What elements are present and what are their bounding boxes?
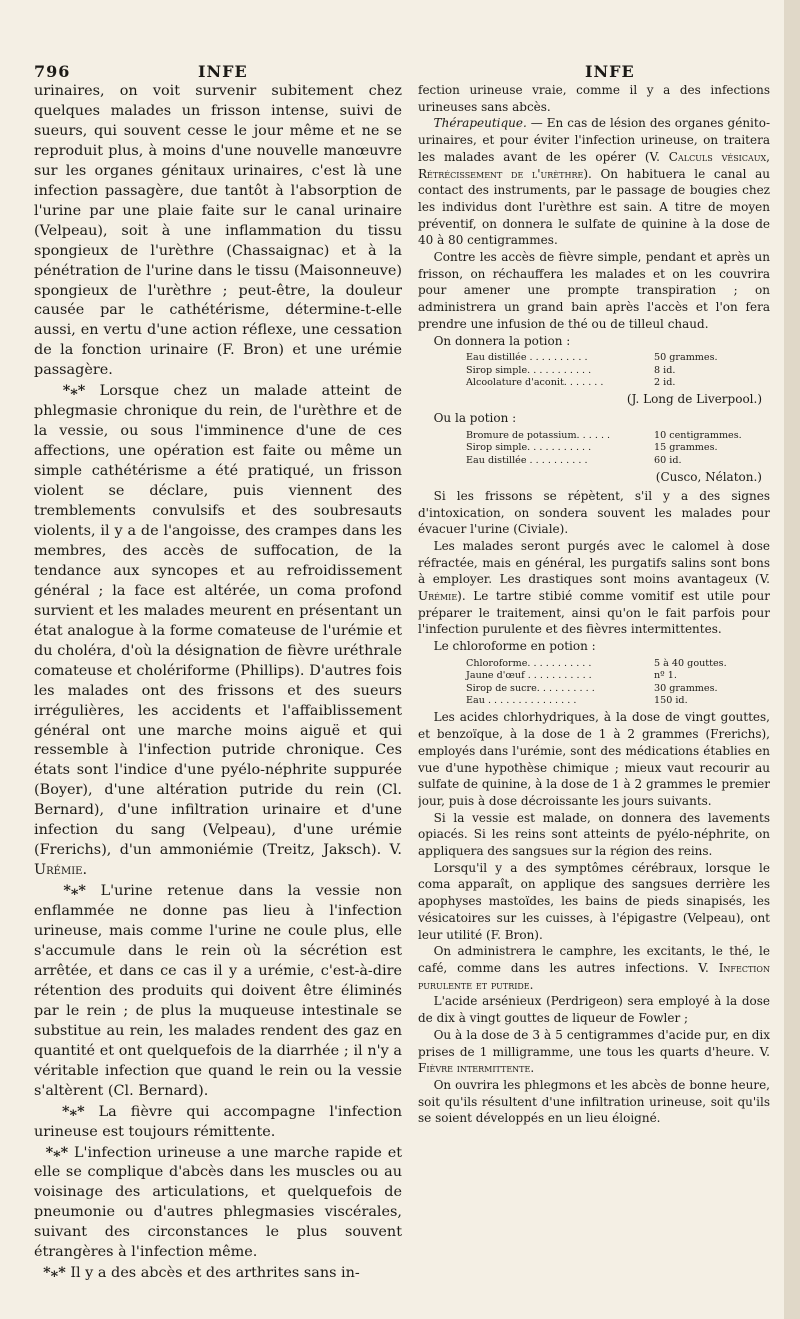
paragraph: *⁎* Lorsque chez un malade atteint de phlegmasie chronique du rein, de l'urèthre et de la vessie, ou sous l'imminence d'une de ces affections, une opération est faite ou même un simple cathétérisme a été pratiqué, un frisson violent se déclare, puis viennent des tremblements convulsifs et des soubresauts violents, il y a de l'angoisse, des crampes dans les membres, des accès de suffocation, de la tendance aux syncopes et au refroidissement général ; la face est altérée, un coma profond survient et les malades meurent en présentant un état analogue à la forme comateuse de l'urémie et du choléra, d'où la désignation de fièvre uréthrale comateuse et cholériforme (Phillips). D'autres fois les malades ont des frissons et des sueurs irrégulières, les accidents et l'affaiblissement général ont une marche moins aiguë et qui ressemble à l'infection putride chronique. Ces états sont l'indice d'une pyélo-néphrite suppurée (Boyer), d'une altération putride du rein (Cl. Bernard), d'une infiltration urinaire et d'une infection du sang (Velpeau), d'une urémie (Frerichs), d'un ammoniémie (Treitz, Jaksch). V. Urémie. bbox=[34, 382, 402, 879]
cross-reference: Infection purulente et putride bbox=[418, 961, 770, 992]
recipe-list bbox=[418, 658, 770, 708]
asterism: *⁎* bbox=[62, 1102, 85, 1120]
recipe-row: Sirop de sucre. . . . . . . . . . 30 grammes. bbox=[466, 682, 718, 694]
paragraph: fection urineuse vraie, comme il y a des infections urineuses sans abcès. bbox=[418, 83, 770, 114]
paragraph: urinaires, on voit survenir subitement chez quelques malades un frisson intense, suivi de sueurs, qui souvent cesse le jour même et ne se reproduit plus, à moins d'une nouvelle manœuvre sur les organes génitaux urinaires, c'est là une infection passagère, due tantôt à l'absorption de l'urine par une plaie faite sur le canal urinaire (Velpeau), soit à une inflammation du tissu spongieux de l'urèthre (Chassaignac) et à la pénétration de l'urine dans le tissu (Maisonneuve) spongieux de l'urèthre ; peut-être, la douleur causée par le cathétérisme, détermine-t-elle aussi, en vertu d'une action réflexe, une cessation de la fonction urinaire (F. Bron) et une urémie passagère. bbox=[34, 83, 402, 379]
left-column bbox=[34, 82, 402, 1312]
recipe-credit: (Cusco, Nélaton.) bbox=[655, 470, 762, 485]
paragraph: *⁎* La fièvre qui accompagne l'infection urineuse est toujours rémittente. bbox=[34, 1102, 402, 1140]
paragraph: Thérapeutique. — En cas de lésion des organes génito-urinaires, et pour éviter l'infection urineuse, on traitera les malades avant de les opérer (V. Calculs vésicaux, Rétrécissement de l'urèthre). On habituera le canal au contact des instruments, par le passage de bougies chez les individus dont l'urèthre est sain. A titre de moyen préventif, on donnera le sulfate de quinine à la dose de 40 à 80 centigrammes. bbox=[418, 116, 770, 248]
paragraph: Si les frissons se répètent, s'il y a des signes d'intoxication, on sondera souvent les malades pour évacuer l'urine (Civiale). bbox=[418, 488, 770, 537]
recipe-row: Jaune d'œuf . . . . . . . . . . . nº 1. bbox=[466, 670, 677, 682]
paragraph: Ou à la dose de 3 à 5 centigrammes d'acide pur, en dix prises de 1 milligramme, une tous les quarts d'heure. V. Fièvre intermittente. bbox=[418, 1027, 770, 1076]
paragraph: Les acides chlorhydriques, à la dose de vingt gouttes, et benzoïque, à la dose de 1 à 2 grammes (Frerichs), employés dans l'urémie, sont des médications établies en vue d'une hypothèse chimique ; mieux vaut recourir au sulfate de quinine, à la dose de 1 à 2 grammes le premier jour, puis à dose décroissante les jours suivants. bbox=[418, 710, 770, 808]
section-heading: Thérapeutique. bbox=[433, 116, 527, 131]
left-running-title: INFE bbox=[198, 62, 248, 81]
recipe-row: Eau . . . . . . . . . . . . . . . 150 id. bbox=[466, 695, 688, 707]
paragraph: On ouvrira les phlegmons et les abcès de bonne heure, soit qu'ils résultent d'une infiltration urineuse, soit qu'ils se soient développés en un lieu éloigné. bbox=[418, 1077, 770, 1126]
cross-reference: Urémie bbox=[418, 589, 458, 604]
paragraph: *⁎* L'urine retenue dans la vessie non enflammée ne donne pas lieu à l'infection urineuse, mais comme l'urine ne coule plus, elle s'accumule dans le rein où la sécrétion est arrêtée, et dans ce cas il y a urémie, c'est-à-dire rétention des produits qui doivent être éliminés par le rein ; de plus la muqueuse intestinale se substitue au rein, les malades rendent des gaz en quantité et ont quelquefois de la diarrhée ; il n'y a véritable infection que quand le rein ou la vessie s'altèrent (Cl. Bernard). bbox=[34, 882, 402, 1099]
recipe-row: Sirop simple. . . . . . . . . . . 15 grammes. bbox=[466, 442, 718, 454]
recipe-row: Eau distillée . . . . . . . . . . 60 id. bbox=[466, 454, 682, 466]
recipe-credit: (J. Long de Liverpool.) bbox=[626, 392, 762, 407]
asterism: *⁎* bbox=[63, 882, 86, 900]
recipe-row: Sirop simple. . . . . . . . . . . 8 id. bbox=[466, 364, 676, 376]
asterism: *⁎* bbox=[43, 1264, 66, 1282]
recipe-row: Eau distillée . . . . . . . . . . 50 grammes. bbox=[466, 352, 718, 364]
cross-reference: Urémie bbox=[34, 862, 83, 879]
paragraph: On administrera le camphre, les excitants, le thé, le café, comme dans les autres infections. V. Infection purulente et putride. bbox=[418, 944, 770, 992]
paragraph: *⁎* L'infection urineuse a une marche rapide et elle se complique d'abcès dans les muscles ou au voisinage des articulations, et quelquefois de pneumonie ou d'autres phlegmasies viscérales, suivant des circonstances le plus souvent étrangères à l'infection même. bbox=[34, 1143, 402, 1261]
recipe-row: Chloroforme. . . . . . . . . . . 5 à 40 gouttes. bbox=[466, 657, 727, 669]
recipe-row: Bromure de potassium. . . . . . 10 centigrammes. bbox=[466, 429, 742, 441]
paragraph: Si la vessie est malade, on donnera des lavements opiacés. Si les reins sont atteints de pyélo-néphrite, on appliquera des sangsues sur la région des reins. bbox=[418, 810, 770, 859]
cross-reference: Calculs vésicaux, bbox=[668, 149, 770, 164]
recipe-row: Alcoolature d'aconit. . . . . . . 2 id. bbox=[466, 377, 676, 389]
paragraph: Lorsqu'il y a des symptômes cérébraux, lorsque le coma apparaît, on applique des sangsues derrière les apophyses mastoïdes, les bains de pieds sinapisés, les vésicatoires sur les cuisses, à l'épigastre (Velpeau), ont leur utilité (F. Bron). bbox=[418, 860, 770, 942]
recipe-list bbox=[418, 430, 770, 467]
right-running-title: INFE bbox=[585, 62, 635, 81]
cross-reference: Fièvre intermittente bbox=[418, 1061, 531, 1076]
cross-reference: Rétrécissement de l'urèthre bbox=[418, 166, 584, 181]
paragraph: Contre les accès de fièvre simple, pendant et après un frisson, on réchauffera les malades et on les couvrira pour amener une prompte transpiration ; on administrera un grand bain après l'accès et l'on fera prendre une infusion de thé ou de tilleul chaud. bbox=[418, 250, 770, 331]
page-gutter bbox=[784, 0, 800, 1319]
paragraph: L'acide arsénieux (Perdrigeon) sera employé à la dose de dix à vingt gouttes de liqueur de Fowler ; bbox=[418, 994, 770, 1026]
recipe-list bbox=[418, 352, 770, 389]
asterism: *⁎* bbox=[45, 1143, 69, 1161]
right-column bbox=[418, 82, 770, 1282]
page-number: 796 bbox=[34, 62, 71, 81]
paragraph: *⁎* Il y a des abcès et des arthrites sans in- bbox=[43, 1264, 360, 1282]
recipe-intro: Ou la potion : bbox=[433, 411, 517, 426]
recipe-intro: On donnera la potion : bbox=[433, 333, 571, 348]
recipe-intro: Le chloroforme en potion : bbox=[433, 639, 596, 654]
asterism: *⁎* bbox=[62, 382, 86, 400]
paragraph: Les malades seront purgés avec le calomel à dose réfractée, mais en général, les purgatifs salins sont bons à employer. Les drastiques sont moins avantageux (V. Urémie). Le tartre stibié comme vomitif est utile pour préparer le traitement, ainsi qu'on le fait parfois pour l'infection purulente et des fièvres intermittentes. bbox=[418, 538, 770, 637]
